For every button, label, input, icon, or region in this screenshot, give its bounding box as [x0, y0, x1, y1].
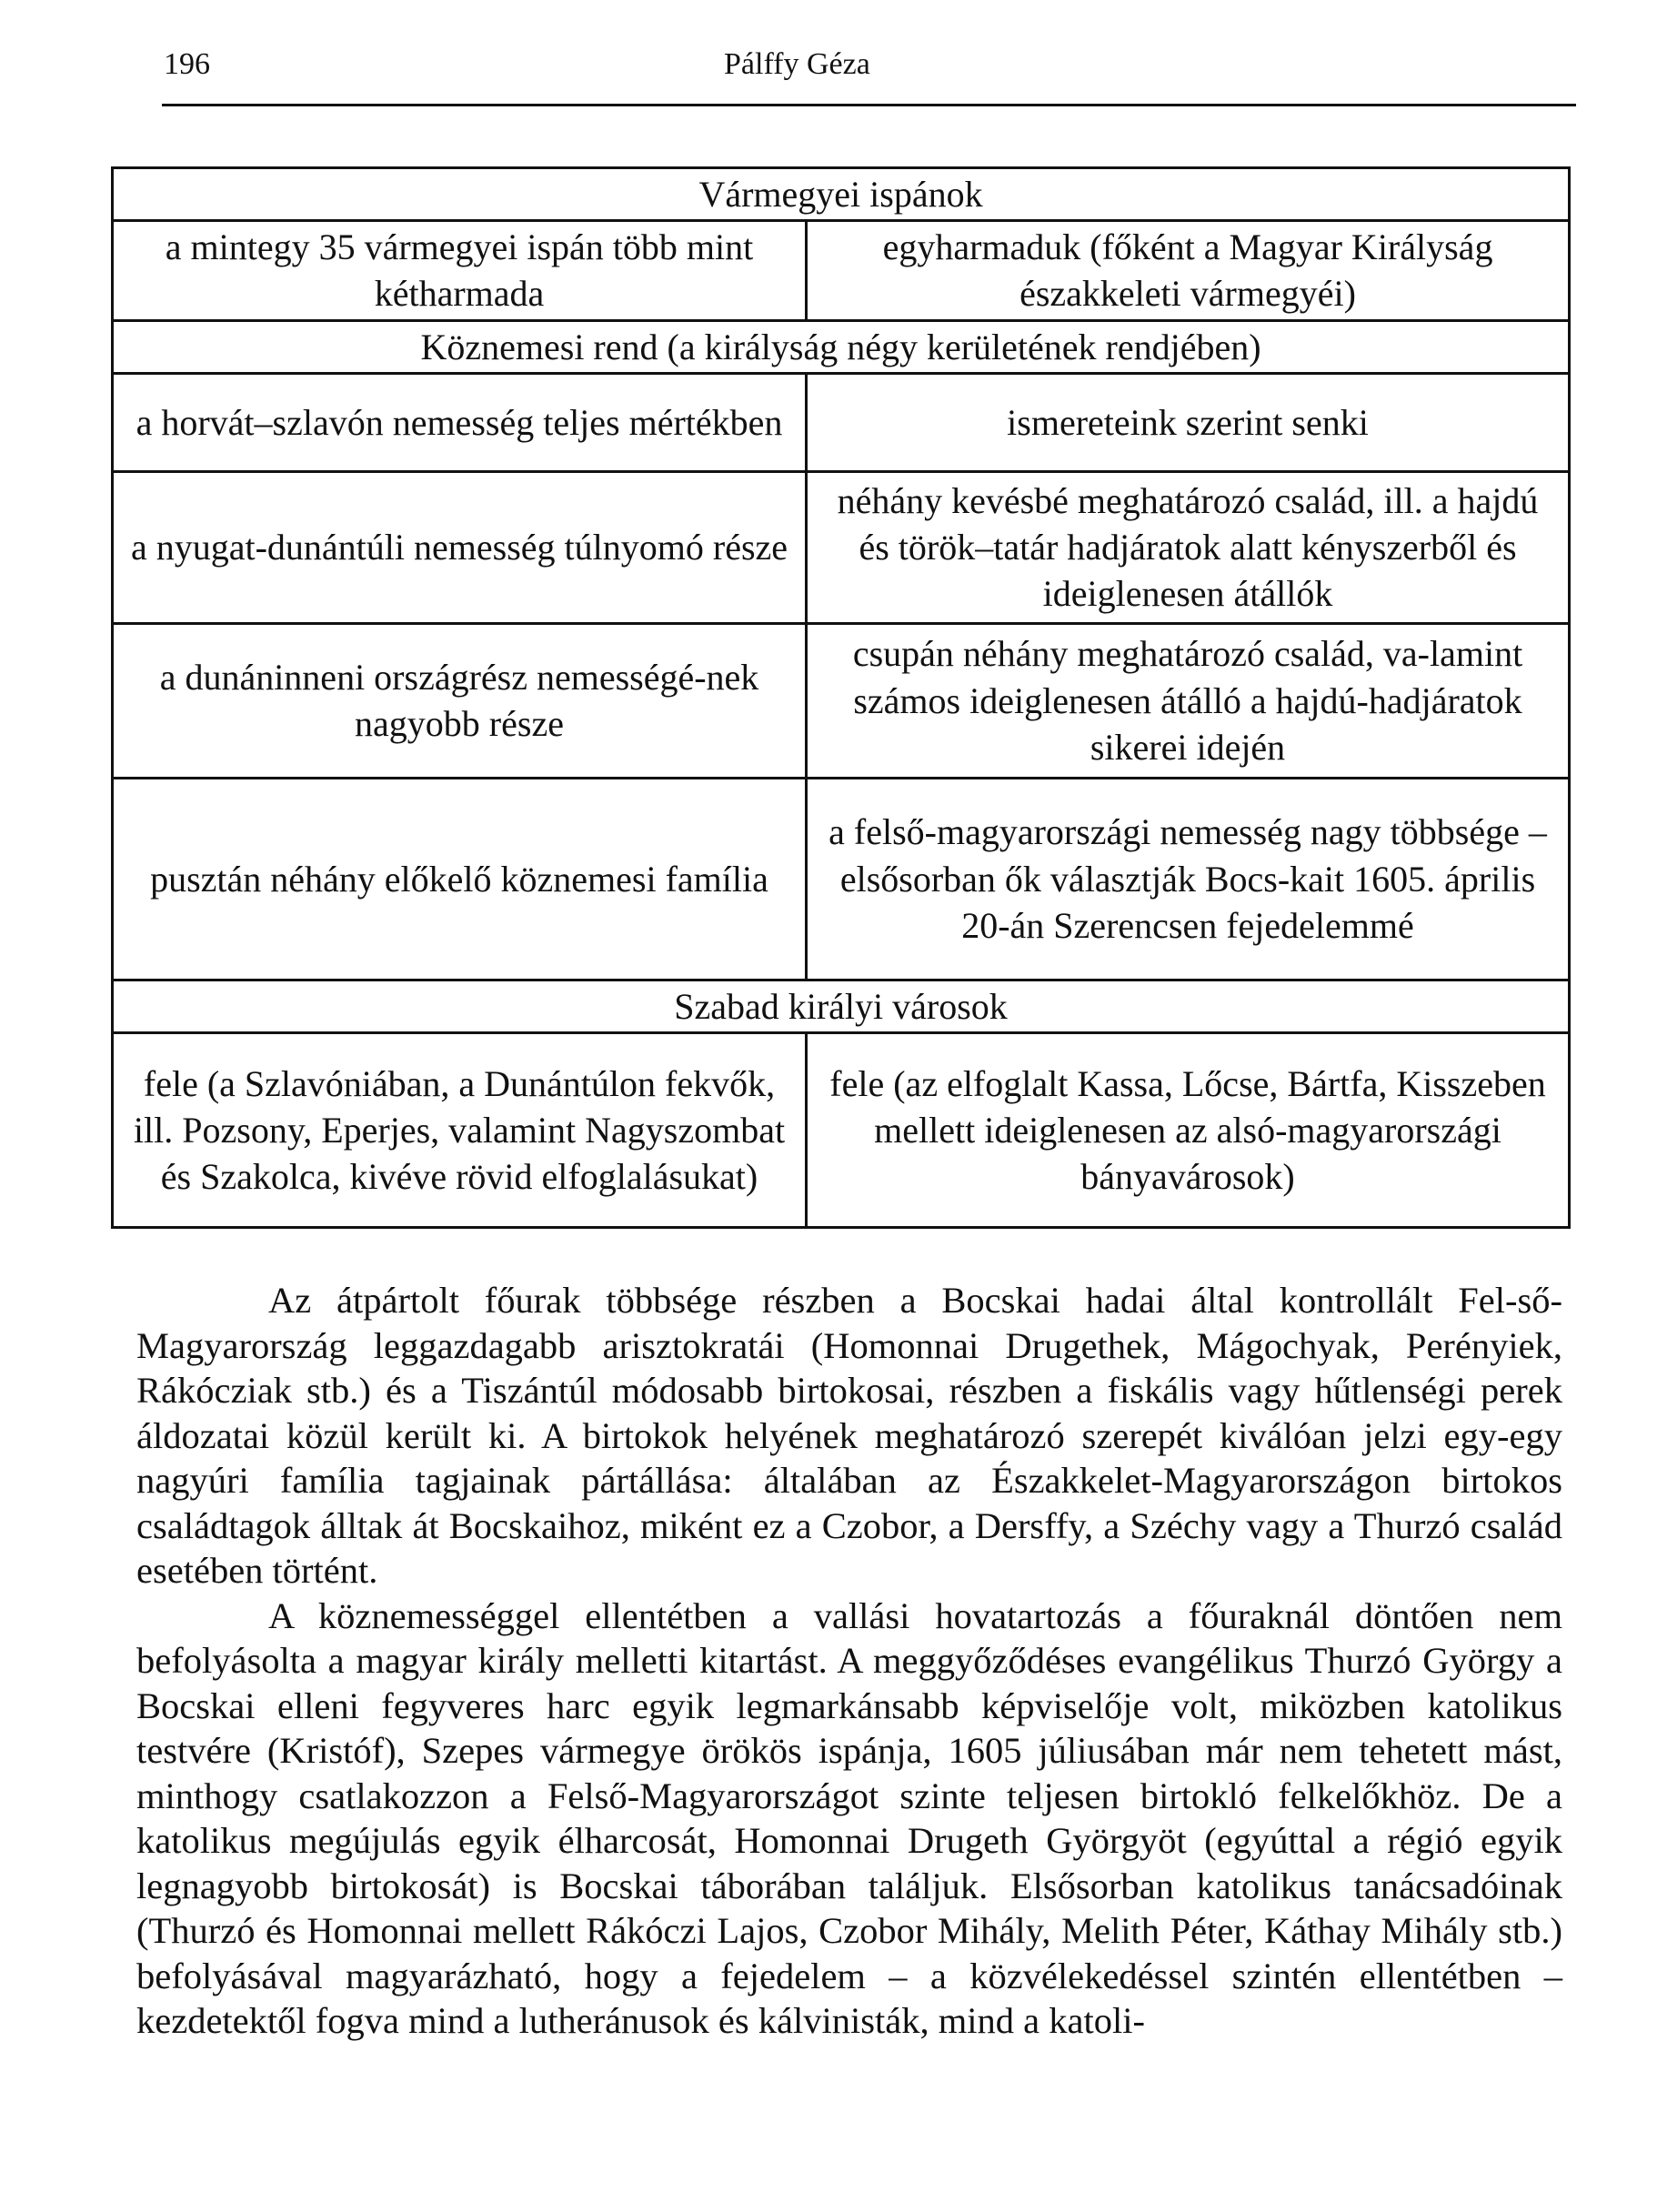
- table-cell-right: fele (az elfoglalt Kassa, Lőcse, Bártfa, Kisszeben mellett ideiglenesen az alsó-magyarországi bányavárosok): [807, 1032, 1570, 1227]
- section-title-koznemesi: Köznemesi rend (a királyság négy kerületének rendjében): [113, 320, 1570, 373]
- table-row: [113, 471, 1570, 623]
- table-cell-left: a mintegy 35 vármegyei ispán több mint kétharmada: [113, 221, 807, 320]
- body-text: [136, 1278, 1562, 2044]
- table-row: [113, 1032, 1570, 1227]
- table-cell-left: pusztán néhány előkelő köznemesi família: [113, 778, 807, 980]
- section-header-row: [113, 320, 1570, 373]
- section-header-row: [113, 168, 1570, 221]
- table-cell-right: egyharmaduk (főként a Magyar Királyság északkeleti vármegyéi): [807, 221, 1570, 320]
- table-row: [113, 373, 1570, 471]
- table-cell-left: a dunáninneni országrész nemességé-nek nagyobb része: [113, 623, 807, 778]
- table-row: [113, 623, 1570, 778]
- table-cell-left: a nyugat-dunántúli nemesség túlnyomó része: [113, 471, 807, 623]
- section-header-row: [113, 980, 1570, 1032]
- summary-table: [111, 166, 1571, 1229]
- section-title-varosok: Szabad királyi városok: [113, 980, 1570, 1032]
- paragraph: A köznemességgel ellentétben a vallási hovatartozás a főuraknál döntően nem befolyásolta a magyar király melletti kitartást. A meggyőződéses evangélikus Thurzó György a Bocskai elleni fegyveres harc egyik legmarkánsabb képviselője volt, miközben katolikus testvére (Kristóf), Szepes vármegye örökös ispánja, 1605 júliusában már nem tehetett mást, minthogy csatlakozzon a Felső-Magyarországot szinte teljesen birtokló felkelőkhöz. De a katolikus megújulás egyik élharcosát, Homonnai Drugeth Györgyöt (egyúttal a régió egyik legnagyobb birtokosát) is Bocskai táborában találjuk. Elsősorban katolikus tanácsadóinak (Thurzó és Homonnai mellett Rákóczi Lajos, Czobor Mihály, Melith Péter, Káthay Mihály stb.) befolyásával magyarázható, hogy a fejedelem – a közvélekedéssel szintén ellentétben – kezdetektől fogva mind a lutheránusok és kálvinisták, mind a katoli-: [136, 1594, 1562, 2041]
- page-number: 196: [164, 47, 210, 81]
- section-title-ispanok: Vármegyei ispánok: [113, 168, 1570, 221]
- table-cell-left: fele (a Szlavóniában, a Dunántúlon fekvők, ill. Pozsony, Eperjes, valamint Nagyszombat és Szakolca, kivéve rövid elfoglalásukat): [113, 1032, 807, 1227]
- paragraph: Az átpártolt főurak többsége részben a Bocskai hadai által kontrollált Fel-ső-Magyarország leggazdagabb arisztokratái (Homonnai Drugethek, Mágochyak, Perényiek, Rákócziak stb.) és a Tiszántúl módosabb birtokosai, részben a fiskális vagy hűtlenségi perek áldozatai közül került ki. A birtokok helyének meghatározó szerepét kiválóan jelzi egy-egy nagyúri família tagjainak pártállása: általában az Északkelet-Magyarországon birtokos családtagok álltak át Bocskaihoz, miként ez a Czobor, a Dersffy, a Széchy vagy a Thurzó család esetében történt.: [136, 1280, 1562, 1591]
- table-cell-right: a felső-magyarországi nemesség nagy többsége – elsősorban ők választják Bocs-kait 1605. április 20-án Szerencsen fejedelemmé: [807, 778, 1570, 980]
- page-header: [116, 47, 1572, 93]
- table-cell-right: néhány kevésbé meghatározó család, ill. a hajdú és török–tatár hadjáratok alatt kényszerből és ideiglenesen átállók: [807, 471, 1570, 623]
- table-row: [113, 778, 1570, 980]
- header-rule: [162, 104, 1576, 106]
- table-cell-right: ismereteink szerint senki: [807, 373, 1570, 471]
- table-cell-left: a horvát–szlavón nemesség teljes mértékben: [113, 373, 807, 471]
- running-head: Pálffy Géza: [724, 47, 870, 81]
- table-row: [113, 221, 1570, 320]
- table-cell-right: csupán néhány meghatározó család, va-lamint számos ideiglenesen átálló a hajdú-hadjáratok sikerei idején: [807, 623, 1570, 778]
